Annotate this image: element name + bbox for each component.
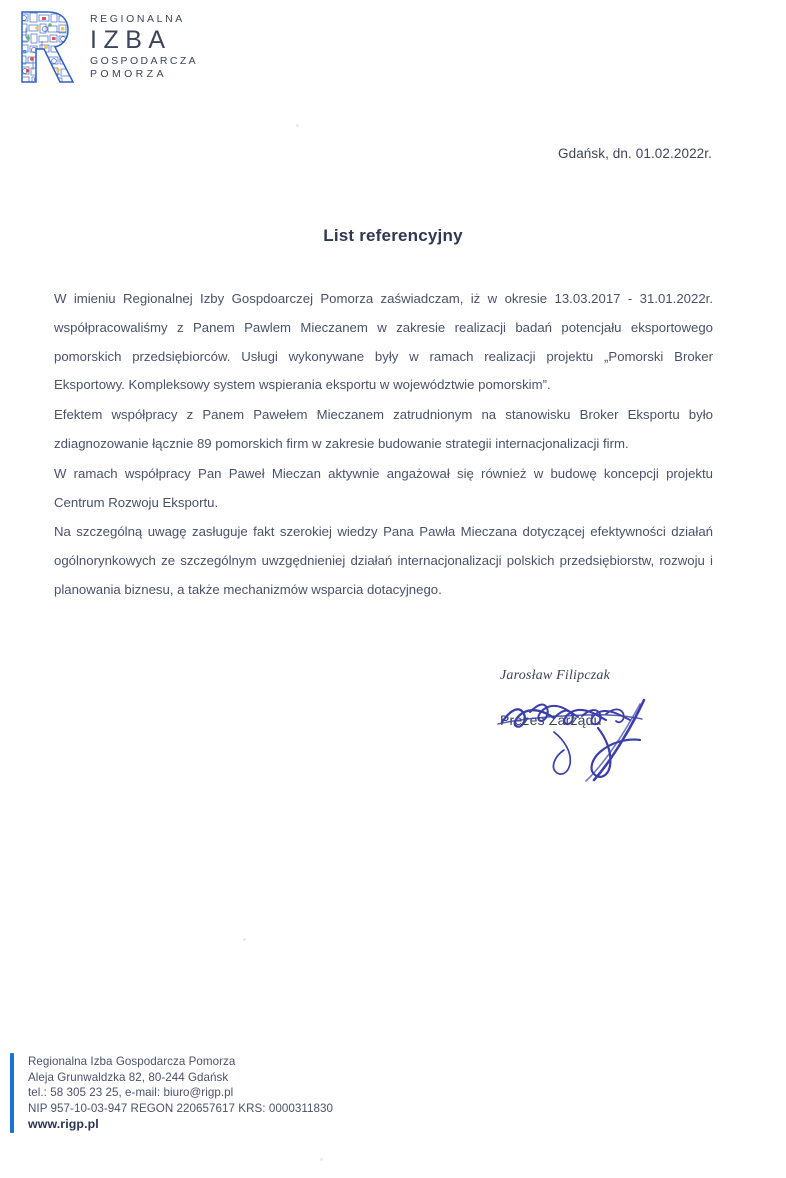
body-paragraph: W ramach współpracy Pan Paweł Mieczan aktywnie angażował się również w budowę koncepcji projektu Centrum Rozwoju Eksportu. (54, 465, 713, 510)
footer-line-company: Regionalna Izba Gospodarcza Pomorza (28, 1055, 236, 1068)
footer-line-contact: tel.: 58 305 23 25, e-mail: biuro@rigp.pl (28, 1086, 234, 1100)
body-paragraph: Efektem współpracy z Panem Pawełem Mieczanem zatrudnionym na stanowisku Broker Eksportu było zdiagnozowanie łącznie 89 pomorskich firm w zakresie budowanie strategii internacjonalizacji firm. (54, 407, 713, 451)
scan-speckle (320, 1158, 323, 1161)
rigp-r-monogram-logo (16, 8, 78, 86)
wordmark-line-2: IZBA (90, 25, 172, 54)
wordmark-line-1: REGIONALNA (90, 13, 185, 25)
footer-line-registration: NIP 957-10-03-947 REGON 220657617 KRS: 0000311830 (28, 1101, 333, 1115)
footer-website-link[interactable]: www.rigp.pl (28, 1117, 99, 1132)
signatory-role: Prezes Zarządu (500, 712, 602, 728)
footer (10, 1053, 333, 1133)
wordmark-line-3: GOSPODARCZA (90, 54, 199, 67)
logo-wordmark (90, 8, 198, 80)
letterhead (16, 8, 198, 86)
page-title: List referencyjny (323, 226, 463, 245)
handwritten-signature (494, 682, 684, 782)
date-line: Gdańsk, dn. 01.02.2022r. (557, 146, 712, 161)
footer-line-address: Aleja Grunwaldzka 82, 80-244 Gdańsk (28, 1070, 229, 1084)
body-paragraph: W imieniu Regionalnej Izby Gospdoarczej Pomorza zaświadczam, iż w okresie 13.03.2017 - 31.01.2022r. współpracowaliśmy z Panem Pawlem Mieczanem w zakresie realizacji badań potencjału eksportowego pomorskich przedsiębiorców. Usługi wykonywane były w ramach realizacji projektu „Pomorski Broker Eksportowy. Kompleksowy system wspierania eksportu w województwie pomorskim”. (54, 291, 713, 393)
scan-speckle (296, 124, 299, 127)
signatory-name: Jarosław Filipczak (500, 668, 611, 683)
body-paragraph: Na szczególną uwagę zasługuje fakt szerokiej wiedzy Pana Pawła Mieczana dotyczącej efektywności działań ogólnorynkowych ze szczególnym uwzgędnieniej działań internacjonalizacji polskich przedsiębiorstw, rozwoju i planowania biznesu, a także mechanizmów wsparcia dotacyjnego. (54, 524, 713, 597)
letter-body (54, 285, 713, 605)
scan-speckle (243, 938, 246, 941)
wordmark-line-4: POMORZA (90, 68, 167, 80)
footer-accent-bar (10, 1053, 14, 1133)
signature-block (500, 668, 700, 778)
